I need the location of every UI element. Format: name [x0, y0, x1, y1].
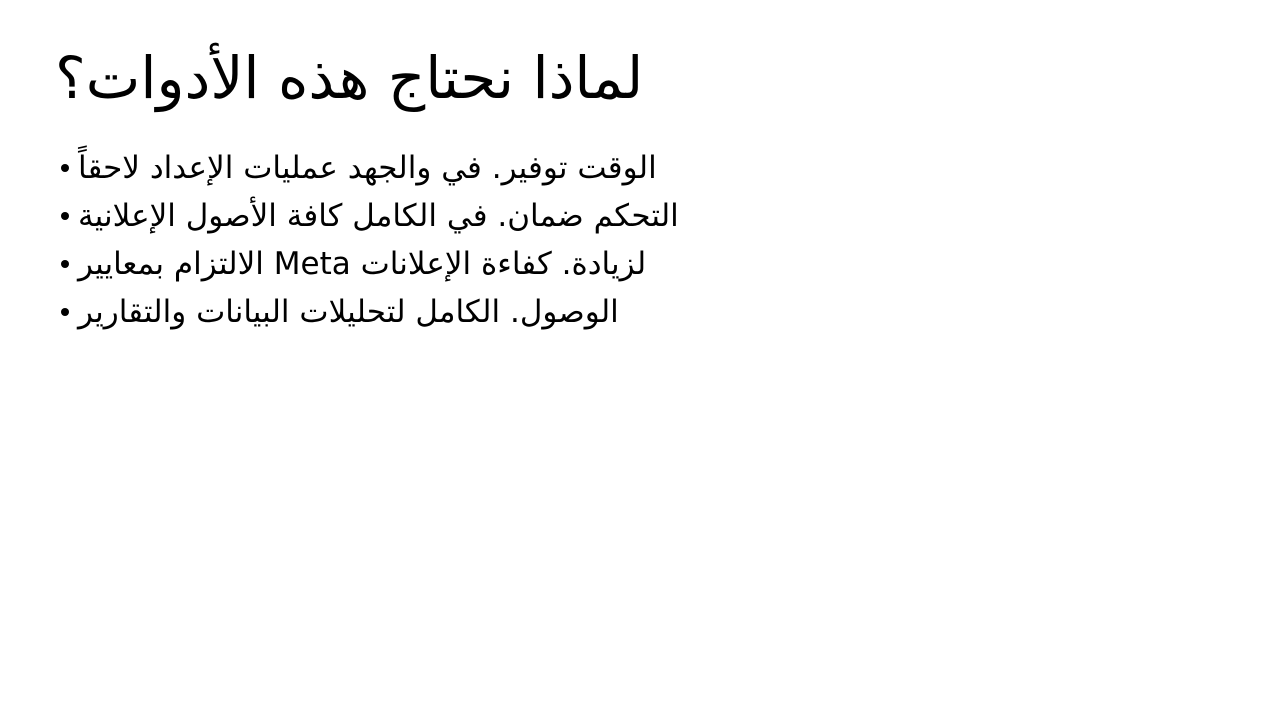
bullet-text-token: .الوصول	[509, 294, 619, 330]
slide-title: لماذا نحتاج هذه الأدوات؟	[55, 44, 644, 112]
bullet-text-token: الوقت	[577, 150, 657, 186]
bullet-text-token: كافة	[286, 198, 343, 234]
bullet-text-token: الأصول	[185, 198, 277, 234]
bullet-item	[61, 288, 679, 336]
bullet-item	[61, 192, 679, 240]
bullet-text-token: عمليات	[243, 150, 338, 186]
bullet-text-token: .توفير	[491, 150, 568, 186]
bullet-dot-icon	[61, 308, 69, 316]
bullet-text-token: البيانات	[196, 294, 290, 330]
bullet-dot-icon	[61, 212, 69, 220]
bullet-text-token: لاحقاً	[78, 150, 140, 186]
bullet-text-token: في	[446, 198, 488, 234]
bullet-text-token: الإعلانية	[78, 198, 176, 234]
bullet-text-token: في	[441, 150, 482, 186]
bullet-text	[78, 288, 619, 336]
bullet-item	[61, 144, 679, 192]
bullet-dot-icon	[61, 164, 69, 172]
bullet-text-token: الإعلانات	[360, 246, 472, 282]
bullet-text-token: الالتزام	[173, 246, 264, 282]
bullet-text-token: الكامل	[415, 294, 501, 330]
bullet-text-token: التحكم	[593, 198, 679, 234]
bullet-text-token: .ضمان	[497, 198, 584, 234]
bullet-text-token: بمعايير	[78, 246, 165, 282]
bullet-list	[61, 144, 679, 336]
bullet-text-token: Meta	[273, 246, 351, 282]
bullet-text-token: والتقارير	[78, 294, 187, 330]
bullet-text	[78, 240, 646, 288]
bullet-item	[61, 240, 679, 288]
bullet-text-token: كفاءة	[481, 246, 552, 282]
bullet-text-token: لتحليلات	[299, 294, 406, 330]
bullet-text-token: .لزيادة	[561, 246, 647, 282]
bullet-text-token: الإعداد	[149, 150, 234, 186]
bullet-dot-icon	[61, 260, 69, 268]
bullet-text	[78, 192, 679, 240]
bullet-text	[78, 144, 657, 192]
bullet-text-token: الكامل	[352, 198, 437, 234]
bullet-text-token: والجهد	[347, 150, 432, 186]
